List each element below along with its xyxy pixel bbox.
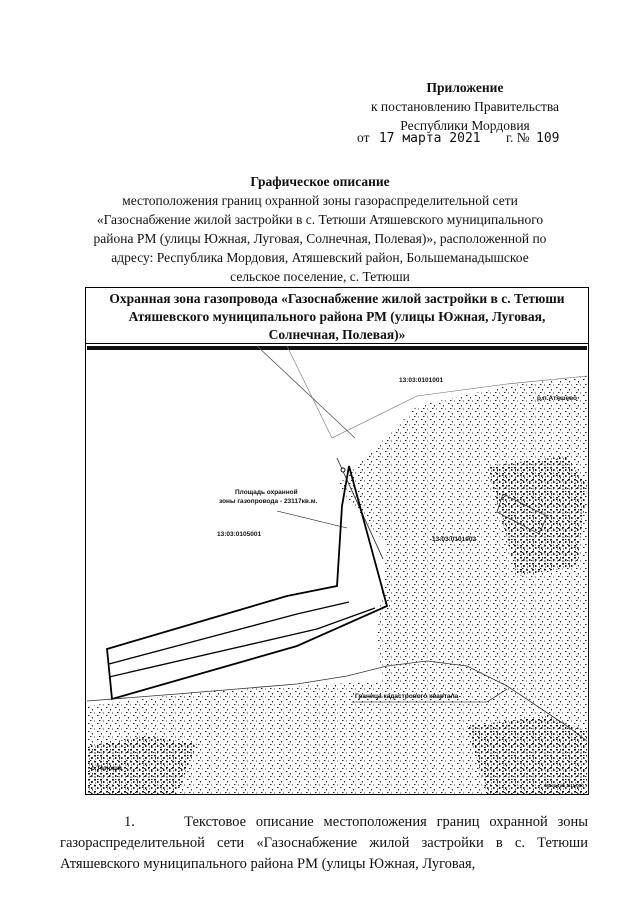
document-heading [60, 172, 580, 286]
label-parcel-top: 13:03:0101001 [399, 377, 444, 384]
decree-date-line [357, 130, 560, 146]
label-village: с.Тетюши [91, 765, 122, 772]
appendix-heading: Приложение [426, 80, 504, 95]
subtitle-line-4: адресу: Республика Мордовия, Атяшевский район, Большеманадышское [111, 250, 529, 265]
date-prefix: от [357, 130, 370, 145]
appendix-block [330, 78, 600, 135]
label-area-line-1: Площадь охранной [235, 489, 298, 496]
map-frame [85, 287, 589, 795]
pipeline-point [341, 468, 345, 472]
subtitle-line-3: района РМ (улицы Южная, Луговая, Солнечная, Полевая)», расположенной по [93, 231, 547, 246]
label-parcel-left: 13:03:0105001 [217, 531, 262, 538]
appendix-line-2: Республики Мордовия [400, 118, 530, 133]
document-title: Графическое описание [250, 174, 390, 189]
body-paragraph: 1. Текстовое описание местоположения границ охранной зоны газораспределительной сети «Газоснабжение жилой застройки в с. Тетюши Атяшевского муниципального района РМ (улицы Южная, Луговая, [60, 814, 588, 872]
cadastral-map [87, 346, 587, 794]
decree-date: 17 марта 2021 [378, 131, 481, 146]
label-area-line-2: зоны газопровода - 23117кв.м. [219, 498, 318, 505]
body-text [60, 812, 588, 875]
subtitle-line-5: сельское поселение, с. Тетюши [230, 269, 410, 284]
year-suffix: г. № [505, 130, 530, 145]
subtitle-line-1: местоположения границ охранной зоны газораспределительной сети [122, 193, 518, 208]
label-scale: Масштаб 1:11 000 [545, 783, 584, 788]
label-river: р.п.Атяшево [537, 395, 578, 402]
label-boundary: Граница кадастрового квартала [355, 693, 459, 700]
map-title: Охранная зона газопровода «Газоснабжение жилой застройки в с. Тетюши Атяшевского муниципального района РМ (улицы Южная, Луговая, Солнечная, Полевая)» [86, 288, 588, 344]
subtitle-line-2: «Газоснабжение жилой застройки в с. Тетюши Атяшевского муниципального [96, 212, 544, 227]
map-image [87, 346, 587, 794]
appendix-line-1: к постановлению Правительства [370, 99, 560, 114]
decree-number: 109 [536, 131, 560, 146]
map-top-strip [87, 346, 587, 350]
label-parcel-right: 13:03:0101002 [432, 536, 477, 543]
